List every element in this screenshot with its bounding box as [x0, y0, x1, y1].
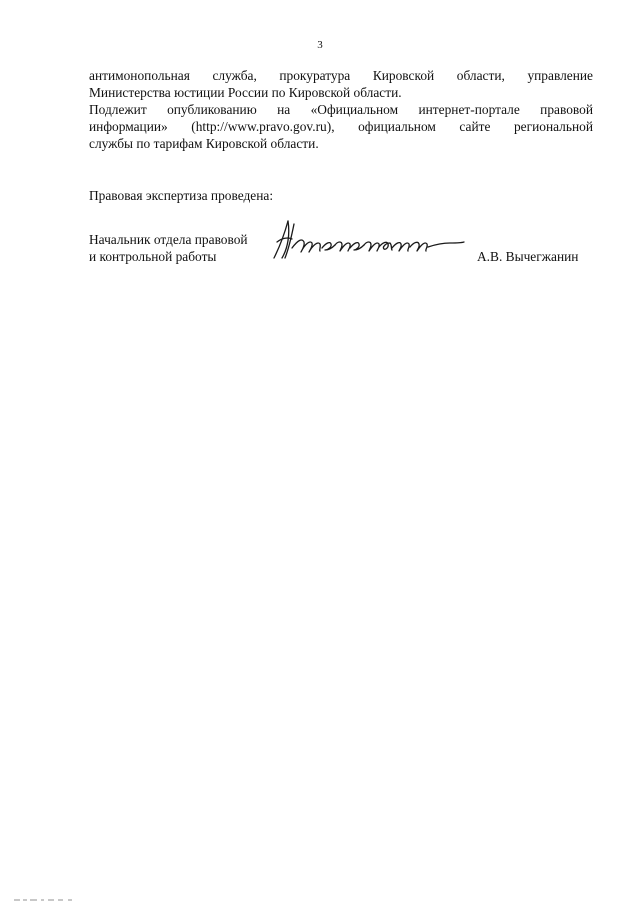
paragraph-publication-line-2: информации» (http://www.pravo.gov.ru), официальном сайте региональной	[89, 119, 593, 134]
paragraph-recipients-line-1: антимонопольная служба, прокуратура Кировской области, управление	[89, 68, 593, 83]
legal-expertise-label: Правовая экспертиза проведена:	[89, 188, 274, 203]
signer-position-line-2: и контрольной работы	[89, 249, 217, 264]
paragraph-recipients	[89, 67, 593, 101]
paragraph-recipients-line-2: Министерства юстиции России по Кировской области.	[89, 85, 402, 100]
signer-name: А.В. Вычегжанин	[477, 249, 579, 264]
handwritten-signature-icon	[268, 212, 468, 270]
signer-position-line-1: Начальник отдела правовой	[89, 232, 248, 247]
paragraph-publication-line-3: службы по тарифам Кировской области.	[89, 136, 319, 151]
paragraph-publication-line-1: Подлежит опубликованию на «Официальном интернет-портале правовой	[89, 102, 593, 117]
signer-position	[89, 231, 248, 265]
page-number: 3	[317, 39, 323, 51]
paragraph-publication	[89, 101, 593, 152]
scan-artifact-mark	[14, 897, 104, 903]
